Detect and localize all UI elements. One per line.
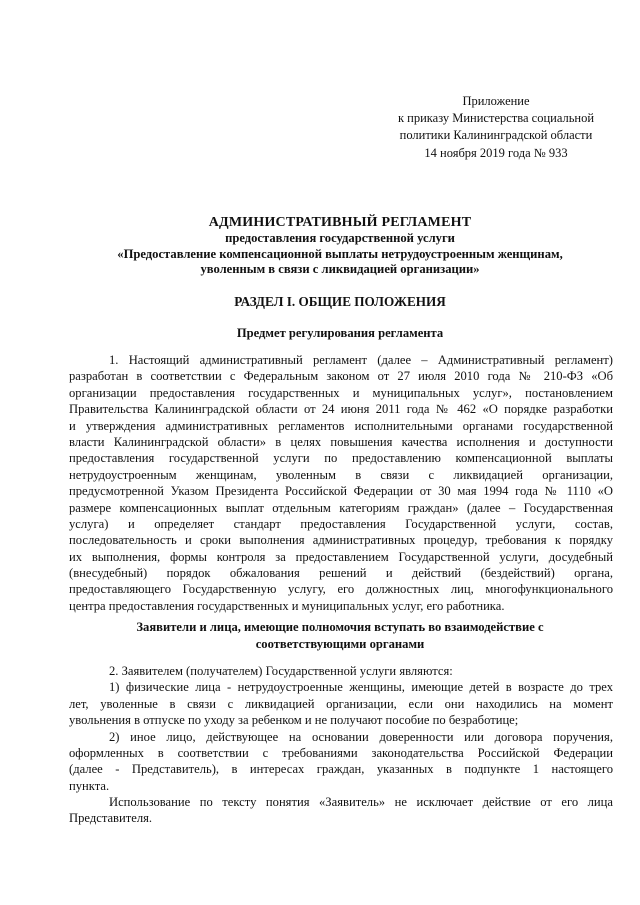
subsection-heading: Предмет регулирования регламента — [236, 326, 444, 340]
subsection-heading-line: Заявители и лица, имеющие полномочия вступать во взаимодействие с — [136, 620, 544, 634]
appendix-block — [388, 93, 604, 162]
paragraph-line: услуга) и определяет стандарт предоставления Государственной услуги, состав, — [69, 516, 613, 531]
appendix-line: к приказу Министерства социальной — [397, 111, 595, 126]
paragraph-line: предоставления государственной услуги по предоставлению компенсационной выплаты — [69, 451, 613, 466]
document-title — [66, 214, 614, 278]
paragraph-line: предоставляющего Государственную услугу, его должностных лиц, многофункционального — [69, 582, 613, 597]
paragraph-line: власти Калининградской области» в целях повышения качества исполнения и доступности — [69, 434, 613, 449]
paragraph-line: (внесудебный) порядок обжалования решений и действий (бездействий) органа, — [69, 566, 613, 581]
title-main: АДМИНИСТРАТИВНЫЙ РЕГЛАМЕНТ — [208, 215, 472, 230]
paragraph-line: Представителя. — [69, 811, 153, 826]
paragraph-line: и утверждения административных регламентов исполнительными органами государственной — [69, 418, 613, 433]
title-service-name: «Предоставление компенсационной выплаты нетрудоустроенным женщинам, — [117, 246, 563, 261]
paragraph-line: размере компенсационных выплат отдельным категориям граждан» (далее – Государственная — [69, 500, 613, 515]
paragraph-line: Правительства Калининградской области от 24 июня 2011 года № 462 «О порядке разработки — [69, 402, 613, 417]
paragraph-line: пункта. — [69, 778, 110, 793]
paragraph-line: Использование по тексту понятия «Заявитель» не исключает действие от его лица — [109, 795, 613, 809]
subsection-heading-applicants — [66, 619, 614, 652]
paragraph-line: 1. Настоящий административный регламент (далее – Административный регламент) — [109, 353, 613, 367]
paragraph-line: оформленных в соответствии с требованиями законодательства Российской Федерации — [69, 745, 613, 760]
paragraph-line: нетрудоустроенным женщинам, уволенным в связи с ликвидацией организации, — [69, 467, 613, 482]
title-subtitle: предоставления государственной услуги — [225, 231, 455, 245]
paragraph-line: 2) иное лицо, действующее на основании доверенности или договора поручения, — [109, 729, 613, 744]
paragraph-line: (далее - Представитель), в интересах граждан, указанных в подпункте 1 настоящего — [69, 762, 613, 777]
paragraph-line: лет, уволенные в связи с ликвидацией организации, если они находились на момент — [69, 696, 613, 711]
paragraph-1 — [69, 352, 613, 614]
appendix-line: политики Калининградской области — [399, 128, 593, 143]
section-heading: РАЗДЕЛ I. ОБЩИЕ ПОЛОЖЕНИЯ — [234, 294, 446, 309]
paragraph-line: центра предоставления государственных и муниципальных услуг, его работника. — [69, 598, 505, 613]
title-service-name-cont: уволенным в связи с ликвидацией организации» — [200, 262, 480, 276]
paragraph-3 — [69, 794, 613, 827]
paragraph-line: последовательность и сроки выполнения административных процедур, требования к порядку — [69, 533, 613, 548]
paragraph-2 — [69, 663, 613, 794]
paragraph-line: разработан в соответствии с Федеральным законом от 27 июля 2010 года № 210-ФЗ «Об — [69, 369, 613, 384]
paragraph-line: увольнения в отпуске по уходу за ребенком и не получают пособие по безработице; — [69, 713, 519, 728]
paragraph-line: их выполнения, формы контроля за предоставлением Государственной услуги, досудебный — [69, 549, 613, 564]
appendix-date-line: 14 ноября 2019 года № 933 — [424, 145, 568, 160]
appendix-line: Приложение — [462, 94, 530, 108]
paragraph-line: 1) физические лица - нетрудоустроенные женщины, имеющие детей в возрасте до трех — [109, 680, 613, 695]
paragraph-line: 2. Заявителем (получателем) Государственной услуги являются: — [109, 664, 453, 678]
paragraph-line: предусмотренной Указом Президента Российской Федерации от 30 мая 1994 года № 1110 «О — [69, 484, 613, 499]
subsection-heading-line: соответствующими органами — [255, 636, 425, 651]
paragraph-line: организации предоставления государственных и муниципальных услуг», постановлением — [69, 385, 613, 400]
